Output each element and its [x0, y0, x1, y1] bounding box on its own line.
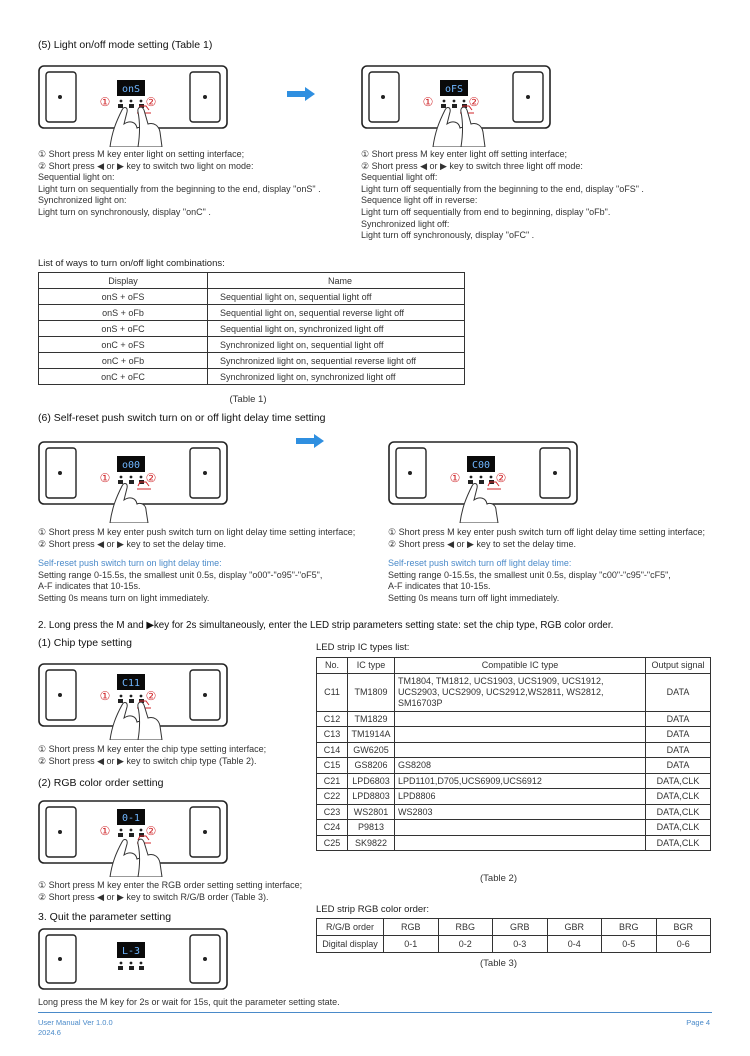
svg-text:①: ①	[99, 824, 111, 838]
svg-text:②: ②	[145, 689, 157, 703]
section6-title: (6) Self-reset push switch turn on or off light delay time setting	[38, 412, 326, 424]
table-row: onC + oFC Synchronized light on, synchronized light off	[39, 369, 465, 385]
table3-intro: LED strip RGB color order:	[316, 904, 429, 915]
svg-text:②: ②	[145, 95, 157, 109]
svg-text:①: ①	[99, 471, 111, 485]
table-row: onS + oFC Sequential light on, synchronized light off	[39, 321, 465, 337]
table1: Display Name onS + oFS Sequential light on, sequential light off onS + oFb Sequential light on, sequential reverse light off onS + oFC Sequential light on, synchronized light off onC + oFS Synchronized light on, sequential light off onC + oFb Synchronized light on, sequential reverse light off onC + oFC Synchronized light on, synchronized light off	[38, 272, 465, 385]
device-display-text: onS	[121, 84, 141, 95]
table3-caption: (Table 3)	[480, 958, 517, 969]
svg-text:②: ②	[145, 471, 157, 485]
table-row: C14 GW6205 DATA	[317, 742, 711, 758]
table-row: onC + oFb Synchronized light on, sequential reverse light off	[39, 353, 465, 369]
device-display-text: L-3	[121, 946, 141, 957]
table-row: Digital display 0-1 0-2 0-3 0-4 0-5 0-6	[317, 936, 711, 953]
svg-text:②: ②	[495, 471, 507, 485]
table-row: C24 P9813 DATA,CLK	[317, 820, 711, 836]
footer-divider	[38, 1012, 712, 1013]
chip-type-text: ① Short press M key enter the chip type setting interface; ② Short press ◀ or ▶ key to switch chip type (Table 2).	[38, 744, 267, 766]
device-illustration-on-delay	[38, 438, 228, 523]
svg-text:②: ②	[145, 824, 157, 838]
table2-intro: LED strip IC types list:	[316, 642, 410, 653]
device-illustration-rgb-order	[38, 797, 228, 877]
device-display-text: C00	[471, 460, 491, 471]
arrow-right-icon	[296, 434, 324, 448]
footer-info: User Manual Ver 1.0.0 2024.6	[38, 1018, 113, 1037]
rgb-order-text: ① Short press M key enter the RGB order setting setting interface; ② Short press ◀ or ▶ key to switch R/G/B order (Table 3).	[38, 880, 303, 902]
svg-text:①: ①	[422, 95, 434, 109]
table-row: C12 TM1829 DATA	[317, 711, 711, 727]
section2-title: 2. Long press the M and ▶key for 2s simultaneously, enter the LED strip parameters setting state: set the chip type, RGB color order.	[38, 620, 614, 631]
table3	[316, 918, 711, 953]
chip-type-title: (1) Chip type setting	[38, 637, 132, 649]
device-display-text: oFS	[444, 84, 464, 95]
device-illustration-chip-type	[38, 660, 228, 740]
table1-intro: List of ways to turn on/off light combinations:	[38, 258, 225, 269]
section5-title: (5) Light on/off mode setting (Table 1)	[38, 39, 213, 51]
device-display-text: o00	[121, 460, 141, 471]
section6-right-text: ① Short press M key enter push switch turn off light delay time setting interface; ② Short press ◀ or ▶ key to set the delay time. Self-reset push switch turn off light delay time: Setting range 0-15.5s, the smallest unit 0.5s, display "c00"-"c95"-"cF5", A-F indicates that 10-15s. Setting 0s means turn off light immediately.	[388, 527, 706, 603]
section6-left-text: ① Short press M key enter push switch turn on light delay time setting interface; ② Short press ◀ or ▶ key to set the delay time. Self-reset push switch turn on light delay time: Setting range 0-15.5s, the smallest unit 0.5s, display "o00"-"o95"-"oF5", A-F indicates that 10-15s. Setting 0s means turn on light immediately.	[38, 527, 356, 603]
table-row: onS + oFb Sequential light on, sequential reverse light off	[39, 305, 465, 321]
table1-caption: (Table 1)	[229, 394, 267, 405]
table-row: onC + oFS Synchronized light on, sequential light off	[39, 337, 465, 353]
table-row: C11 TM1809 TM1804, TM1812, UCS1903, UCS1909, UCS1912, UCS2903, UCS2909, UCS2912,WS2811, WS2812, SM16703P DATA	[317, 673, 711, 711]
table-row: C21 LPD6803 LPD1101,D705,UCS6909,UCS6912 DATA,CLK	[317, 773, 711, 789]
table2-caption: (Table 2)	[480, 873, 517, 884]
device-illustration-light-on	[38, 62, 228, 147]
svg-text:①: ①	[99, 95, 111, 109]
arrow-right-icon	[287, 87, 315, 101]
table-row: R/G/B order RGB RBG GRB GBR BRG BGR	[317, 919, 711, 936]
quit-text: Long press the M key for 2s or wait for 15s, quit the parameter setting state.	[38, 997, 340, 1007]
svg-text:①: ①	[449, 471, 461, 485]
svg-text:②: ②	[468, 95, 480, 109]
table-row: C23 WS2801 WS2803 DATA,CLK	[317, 804, 711, 820]
table-row: C15 GS8206 GS8208 DATA	[317, 758, 711, 774]
section5-right-text: ① Short press M key enter light off setting interface; ② Short press ◀ or ▶ key to switch three light off mode: Sequential light off: Light turn off sequentially from the beginning to the end, display "oFS" . Sequence light off in reverse: Light turn off sequentially from end to beginning, display "oFb". Synchronized light off: Light turn off synchronously, display "oFC" .	[361, 149, 644, 241]
device-display-text: C11	[121, 678, 141, 689]
page-number: Page 4	[686, 1018, 710, 1027]
device-display-text: 0-1	[121, 813, 141, 824]
table-row: C13 TM1914A DATA	[317, 727, 711, 743]
table-row: C25 SK9822 DATA,CLK	[317, 835, 711, 851]
svg-text:①: ①	[99, 689, 111, 703]
table2: No. IC type Compatible IC type Output signal C11 TM1809 TM1804, TM1812, UCS1903, UCS1909, UCS1912, UCS2903, UCS2909, UCS2912,WS2811, WS2812, SM16703P DATA C12 TM1829 DATA C13 TM1914A DATA C14 GW6205 DATA C15 GS8206 GS8208 DATA C21 LPD6803 LPD1101,D705,UCS6909,UCS6912 DATA,CLK C22 LPD8803 LPD8806 DATA,CLK C23 WS2801 WS2803 DATA,CLK C24 P9813 DATA,CLK C25 SK9822 DATA,CLK	[316, 657, 711, 851]
rgb-order-title: (2) RGB color order setting	[38, 777, 164, 789]
device-illustration-off-delay	[388, 438, 578, 523]
section5-left-text: ① Short press M key enter light on setting interface; ② Short press ◀ or ▶ key to switch two light on mode: Sequential light on: Light turn on sequentially from the beginning to the end, display "onS" . Synchronized light on: Light turn on synchronously, display "onC" .	[38, 149, 321, 217]
table-row: C22 LPD8803 LPD8806 DATA,CLK	[317, 789, 711, 805]
device-illustration-quit	[38, 928, 228, 992]
table-row: onS + oFS Sequential light on, sequential light off	[39, 289, 465, 305]
device-illustration-light-off	[361, 62, 551, 147]
quit-title: 3. Quit the parameter setting	[38, 911, 172, 923]
